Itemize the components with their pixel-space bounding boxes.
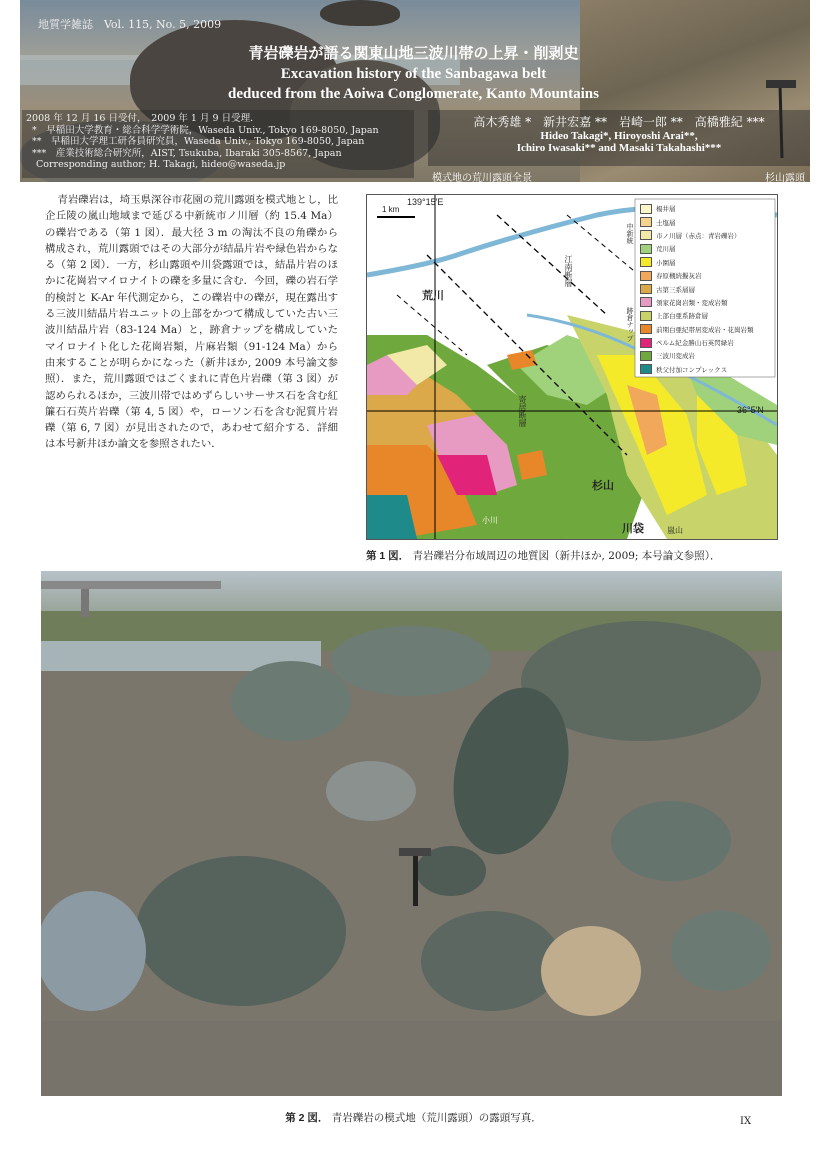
legend-label: 古第三系層層 — [656, 285, 695, 294]
legend-item — [640, 242, 774, 255]
legend-item — [640, 323, 774, 336]
legend-label: 土塩層 — [656, 218, 676, 227]
banner-caption-left: 模式地の荒川露頭全景 — [432, 173, 532, 184]
author-box — [428, 110, 810, 166]
place-arakawa: 荒川 — [422, 289, 444, 302]
legend-group-miocene: 中新統 — [626, 223, 634, 244]
legend-swatch — [640, 324, 652, 334]
legend-item — [640, 363, 774, 376]
legend-swatch — [640, 364, 652, 374]
figure2-caption — [0, 1110, 827, 1125]
legend-item — [640, 349, 774, 362]
title-english-line1: Excavation history of the Sanbagawa belt — [280, 66, 547, 82]
authors-english-line1: Hideo Takagi*, Hiroyoshi Arai**, — [540, 130, 698, 142]
outcrop-photo — [41, 571, 782, 1096]
legend-swatch — [640, 257, 652, 267]
affiliation-3: *** 産業技術総合研究所，AIST, Tsukuba, Ibaraki 305-8567, Japan — [32, 147, 342, 159]
legend-swatch — [640, 311, 652, 321]
place-ranzan: 嵐山 — [667, 526, 683, 535]
legend-item — [640, 229, 774, 242]
legend-swatch — [640, 284, 652, 294]
place-kawabukuro: 川袋 — [622, 522, 644, 535]
legend-item — [640, 215, 774, 228]
geological-map — [366, 194, 778, 540]
legend-swatch — [640, 338, 652, 348]
legend-label: 市ノ川層（赤点：青岩礫岩） — [656, 231, 741, 240]
corresponding-author: Corresponding author; H. Takagi, hideo@waseda.jp — [36, 159, 286, 170]
legend-swatch — [640, 230, 652, 240]
affiliation-1: * 早稲田大学教育・総合科学学術院，Waseda Univ., Tokyo 169-8050, Japan — [32, 124, 379, 136]
place-sugiyama: 杉山 — [592, 479, 614, 492]
legend-label: ペルム紀金勝山石英閃緑岩 — [656, 339, 734, 348]
fault-line — [497, 215, 607, 315]
authors-japanese: 高木秀雄 * 新井宏嘉 ** 岩崎一郎 ** 高橋雅紀 *** — [473, 115, 765, 129]
fault-label-yorii: 寄居断層 — [518, 395, 527, 427]
fault-label-konan: 江南断層 — [564, 255, 573, 287]
legend-label: 秩父付加コンプレックス — [656, 365, 728, 374]
figure1-caption — [366, 548, 721, 563]
legend-item — [640, 296, 774, 309]
legend-label: 前期白亜紀帯居変成岩・花崗岩類 — [656, 325, 754, 334]
legend-label: 三波川変成岩 — [656, 352, 695, 361]
legend-label: 上部白亜系跡倉層 — [656, 312, 708, 321]
legend-item — [640, 309, 774, 322]
legend-group-nappe: 跡倉ナップ — [626, 307, 634, 342]
legend-swatch — [640, 271, 652, 281]
page-number: IX — [740, 1116, 752, 1127]
journal-citation: 地質学雑誌 Vol. 115, No. 5, 2009 — [38, 18, 222, 31]
latitude-label: 36°5′N — [737, 405, 764, 415]
figure2-text: 青岩礫岩の模式地（荒川露頭）の露頭写真． — [331, 1112, 542, 1124]
legend-item — [640, 269, 774, 282]
legend-swatch — [640, 297, 652, 307]
legend-label: 春原槻続擬灰岩 — [656, 272, 702, 281]
longitude-label: 139°15′E — [407, 197, 444, 207]
banner-caption-right: 杉山露頭 — [765, 173, 805, 184]
outcrop-photo-image — [41, 571, 782, 1096]
figure2-label: 第 2 図． — [285, 1112, 329, 1124]
figure1-label: 第 1 図． — [366, 550, 410, 562]
legend-item — [640, 336, 774, 349]
place-ogawa: 小川 — [482, 516, 498, 525]
legend-label: 荒川層 — [656, 245, 676, 254]
map-legend — [640, 202, 774, 376]
title-english-line2: deduced from the Aoiwa Conglomerate, Kanto Mountains — [228, 86, 599, 102]
received-date: 2008 年 12 月 16 日受付， 2009 年 1 月 9 日受理． — [26, 113, 260, 124]
legend-swatch — [640, 351, 652, 361]
body-paragraph: 青岩礫岩は，埼玉県深谷市花園の荒川露頭を模式地とし，比企丘陵の嵐山地域まで延びる中新統市ノ川層（約 15.4 Ma）の礫岩である（第 1 図）．最大径 3 m の淘汰不良の角礫から構成され，荒川露頭ではその大部分が結晶片岩や緑色岩からなる（第 2 図）．一方，杉山露頭や川袋露頭では，結晶片岩のほかに花崗岩マイロナイトの礫を多量に含む．今回，礫の岩石学的検討と K-Ar 年代測定から，この礫岩中の礫が，現在露出する三波川結晶片岩ユニットの上部をかつて構成していた古い三波川結晶片岩（83-124 Ma）と，跡倉ナップを構成していたマイロナイト化した花崗岩類，片麻岩類（91-124 Ma）から由来することが明らかになった（新井ほか, 2009 本号論文参照）．また，荒川露頭ではごくまれに青色片岩礫（第 3 図）が認められるほか，三波川帯ではめずらしいサーサス石を含む紅簾石石英片岩礫（第 4, 5 図）や，ローソン石を含む泥質片岩礫（第 6, 7 図）が見出されたので，あわせて紹介する．詳細は本号新井ほか論文を参照されたい． — [45, 194, 339, 451]
legend-item — [640, 282, 774, 295]
legend-label: 小園層 — [656, 258, 676, 267]
affiliation-2: ** 早稲田大学理工研各員研究員，Waseda Univ., Tokyo 169-8050, Japan — [32, 136, 365, 147]
legend-swatch — [640, 244, 652, 254]
legend-item — [640, 256, 774, 269]
legend-label: 領家花崗岩類・変成岩類 — [656, 298, 728, 307]
authors-english-line2: Ichiro Iwasaki** and Masaki Takahashi*** — [516, 142, 722, 154]
legend-swatch — [640, 217, 652, 227]
title-japanese: 青岩礫岩が語る関東山地三波川帯の上昇・削剥史 — [248, 44, 579, 62]
scale-label: 1 km — [382, 205, 400, 214]
legend-swatch — [640, 204, 652, 214]
legend-item — [640, 202, 774, 215]
figure1-text: 青岩礫岩分布域周辺の地質図（新井ほか, 2009; 本号論文参照）． — [412, 550, 721, 562]
affiliation-box — [22, 110, 414, 178]
legend-label: 楊井層 — [656, 205, 676, 214]
